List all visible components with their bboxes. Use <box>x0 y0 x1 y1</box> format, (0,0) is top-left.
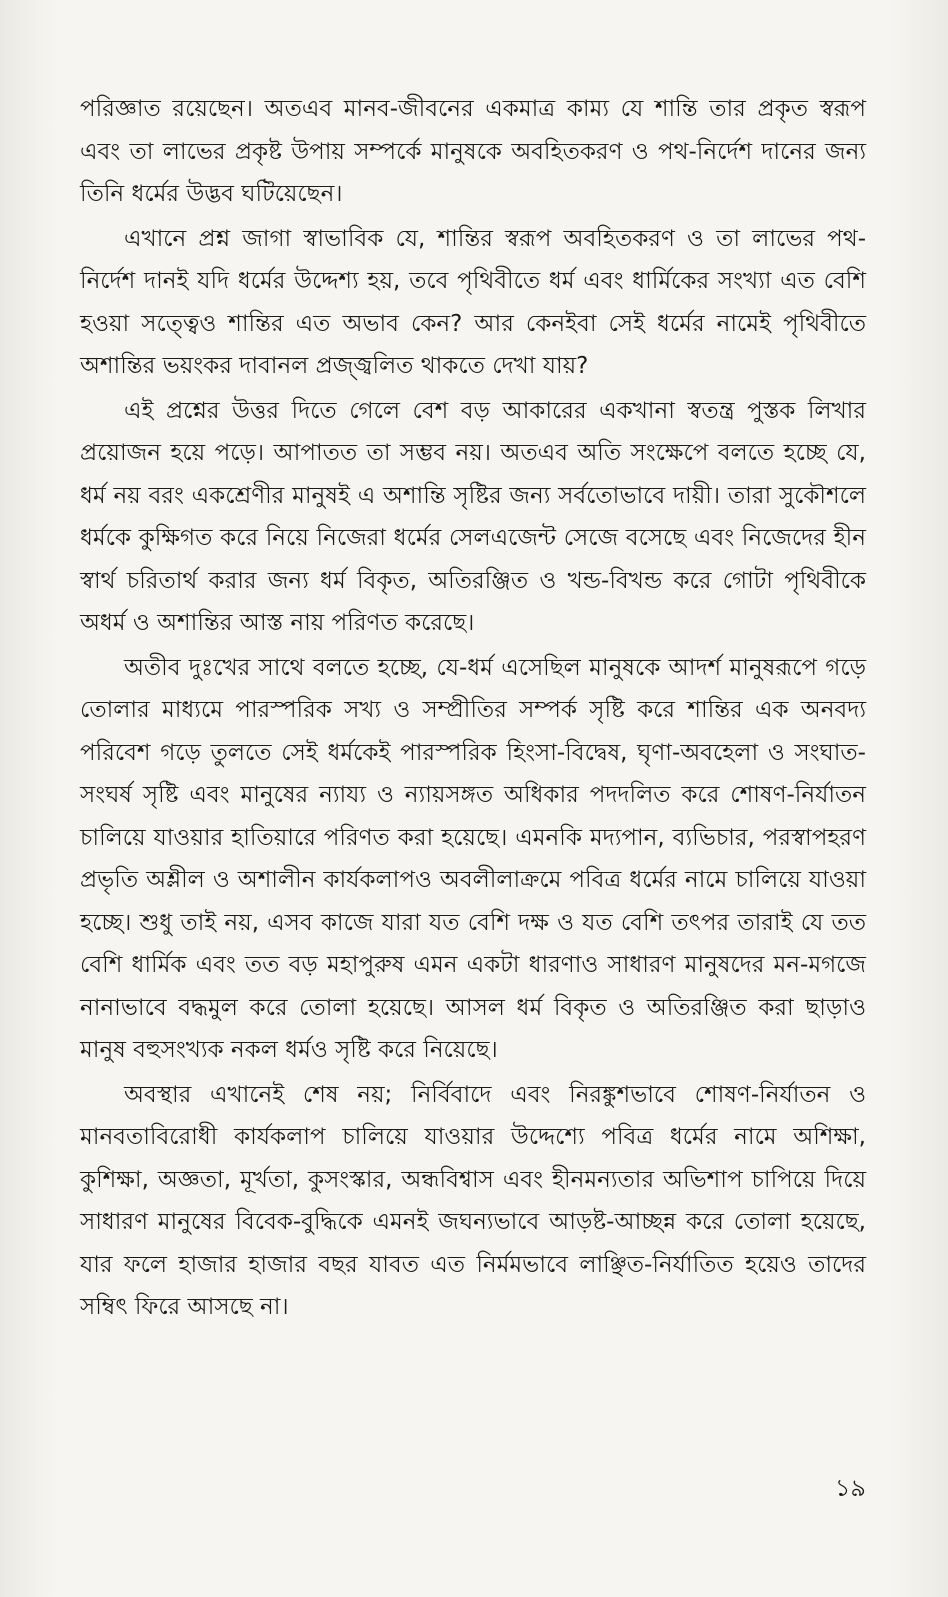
paragraph-5: অবস্থার এখানেই শেষ নয়; নির্বিবাদে এবং নিরঙ্কুশভাবে শোষণ-নির্যাতন ও মানবতাবিরোধী কার্যকলাপ চালিয়ে যাওয়ার উদ্দেশ্যে পবিত্র ধর্মের নামে অশিক্ষা, কুশিক্ষা, অজ্ঞতা, মূর্খতা, কুসংস্কার, অন্ধবিশ্বাস এবং হীনমন্যতার অভিশাপ চাপিয়ে দিয়ে সাধারণ মানুষের বিবেক-বুদ্ধিকে এমনই জঘন্যভাবে আড়ষ্ট-আচ্ছন্ন করে তোলা হয়েছে, যার ফলে হাজার হাজার বছর যাবত এত নির্মমভাবে লাঞ্ছিত-নির্যাতিত হয়েও তাদের সম্বিৎ ফিরে আসছে না। <box>80 1081 866 1320</box>
body-text <box>80 88 866 1329</box>
paragraph-2: এখানে প্রশ্ন জাগা স্বাভাবিক যে, শান্তির স্বরূপ অবহিতকরণ ও তা লাভের পথ-নির্দেশ দানই যদি ধর্মের উদ্দেশ্য হয়, তবে পৃথিবীতে ধর্ম এবং ধার্মিকের সংখ্যা এত বেশি হওয়া সত্ত্বেও শান্তির এত অভাব কেন? আর কেনইবা সেই ধর্মের নামেই পৃথিবীতে অশান্তির ভয়ংকর দাবানল প্রজ্জ্বলিত থাকতে দেখা যায়? <box>80 225 866 379</box>
page-number: ১৯ <box>834 1474 866 1502</box>
paragraph-3: এই প্রশ্নের উত্তর দিতে গেলে বেশ বড় আকারের একখানা স্বতন্ত্র পুস্তক লিখার প্রয়োজন হয়ে পড়ে। আপাতত তা সম্ভব নয়। অতএব অতি সংক্ষেপে বলতে হচ্ছে যে, ধর্ম নয় বরং একশ্রেণীর মানুষই এ অশান্তি সৃষ্টির জন্য সর্বতোভাবে দায়ী। তারা সুকৌশলে ধর্মকে কুক্ষিগত করে নিয়ে নিজেরা ধর্মের সেলএজেন্ট সেজে বসেছে এবং নিজেদের হীন স্বার্থ চরিতার্থ করার জন্য ধর্ম বিকৃত, অতিরঞ্জিত ও খন্ড-বিখন্ড করে গোটা পৃথিবীকে অধর্ম ও অশান্তির আস্ত নায় পরিণত করেছে। <box>80 397 866 636</box>
paragraph-1: পরিজ্ঞাত রয়েছেন। অতএব মানব-জীবনের একমাত্র কাম্য যে শান্তি তার প্রকৃত স্বরূপ এবং তা লাভের প্রকৃষ্ট উপায় সম্পর্কে মানুষকে অবহিতকরণ ও পথ-নির্দেশ দানের জন্য তিনি ধর্মের উদ্ভব ঘটিয়েছেন। <box>80 96 866 207</box>
paragraph-4: অতীব দুঃখের সাথে বলতে হচ্ছে, যে-ধর্ম এসেছিল মানুষকে আদর্শ মানুষরূপে গড়ে তোলার মাধ্যমে পারস্পরিক সখ্য ও সম্প্রীতির সম্পর্ক সৃষ্টি করে শান্তির এক অনবদ্য পরিবেশ গড়ে তুলতে সেই ধর্মকেই পারস্পরিক হিংসা-বিদ্বেষ, ঘৃণা-অবহেলা ও সংঘাত-সংঘর্ষ সৃষ্টি এবং মানুষের ন্যায্য ও ন্যায়সঙ্গত অধিকার পদদলিত করে শোষণ-নির্যাতন চালিয়ে যাওয়ার হাতিয়ারে পরিণত করা হয়েছে। এমনকি মদ্যপান, ব্যভিচার, পরস্বাপহরণ প্রভৃতি অশ্লীল ও অশালীন কার্যকলাপও অবলীলাক্রমে পবিত্র ধর্মের নামে চালিয়ে যাওয়া হচ্ছে। শুধু তাই নয়, এসব কাজে যারা যত বেশি দক্ষ ও যত বেশি তৎপর তারাই যে তত বেশি ধার্মিক এবং তত বড় মহাপুরুষ এমন একটা ধারণাও সাধারণ মানুষদের মন-মগজে নানাভাবে বদ্ধমুল করে তোলা হয়েছে। আসল ধর্ম বিকৃত ও অতিরঞ্জিত করা ছাড়াও মানুষ বহুসংখ্যক নকল ধর্মও সৃষ্টি করে নিয়েছে। <box>80 654 866 1063</box>
